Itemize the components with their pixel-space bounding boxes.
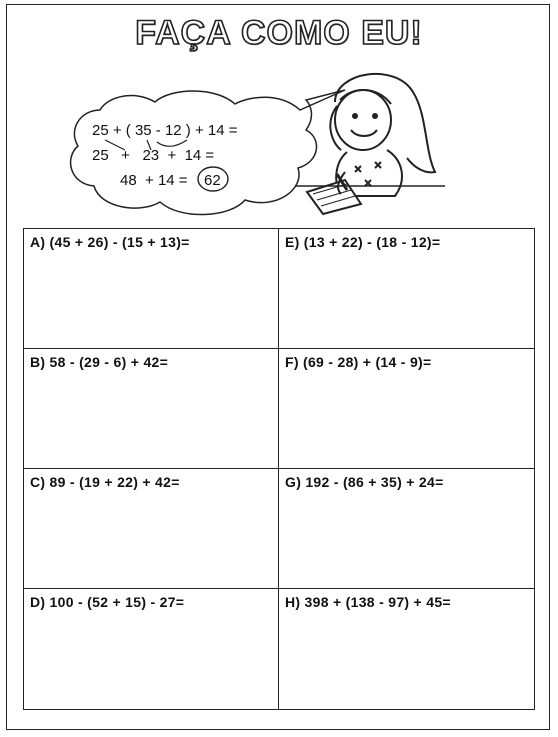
problem-cell-e[interactable] bbox=[279, 229, 534, 349]
problem-d: D) 100 - (52 + 15) - 27= bbox=[30, 594, 185, 610]
problem-cell-a[interactable] bbox=[24, 229, 279, 349]
problem-c: C) 89 - (19 + 22) + 42= bbox=[30, 474, 180, 490]
example-line-2: 25 + 23 + 14 = bbox=[92, 147, 215, 164]
problem-e: E) (13 + 22) - (18 - 12)= bbox=[285, 234, 441, 250]
problem-b: B) 58 - (29 - 6) + 42= bbox=[30, 354, 169, 370]
example-line-3: 48 + 14 = bbox=[120, 172, 188, 189]
problem-f: F) (69 - 28) + (14 - 9)= bbox=[285, 354, 432, 370]
problem-cell-f[interactable] bbox=[279, 349, 534, 469]
problem-a: A) (45 + 26) - (15 + 13)= bbox=[30, 234, 190, 250]
problems-grid bbox=[23, 228, 535, 710]
example-result: 62 bbox=[204, 172, 221, 189]
problem-g: G) 192 - (86 + 35) + 24= bbox=[285, 474, 444, 490]
example-brace-lines bbox=[95, 138, 205, 152]
problem-cell-h[interactable] bbox=[279, 589, 534, 709]
problem-cell-b[interactable] bbox=[24, 349, 279, 469]
problem-cell-g[interactable] bbox=[279, 469, 534, 589]
problem-cell-d[interactable] bbox=[24, 589, 279, 709]
example-line-1: 25 + ( 35 - 12 ) + 14 = bbox=[92, 122, 238, 139]
problem-h: H) 398 + (138 - 97) + 45= bbox=[285, 594, 451, 610]
problem-cell-c[interactable] bbox=[24, 469, 279, 589]
worksheet-title: FAÇA COMO EU! bbox=[135, 14, 423, 52]
girl-writing-illustration bbox=[295, 62, 445, 222]
